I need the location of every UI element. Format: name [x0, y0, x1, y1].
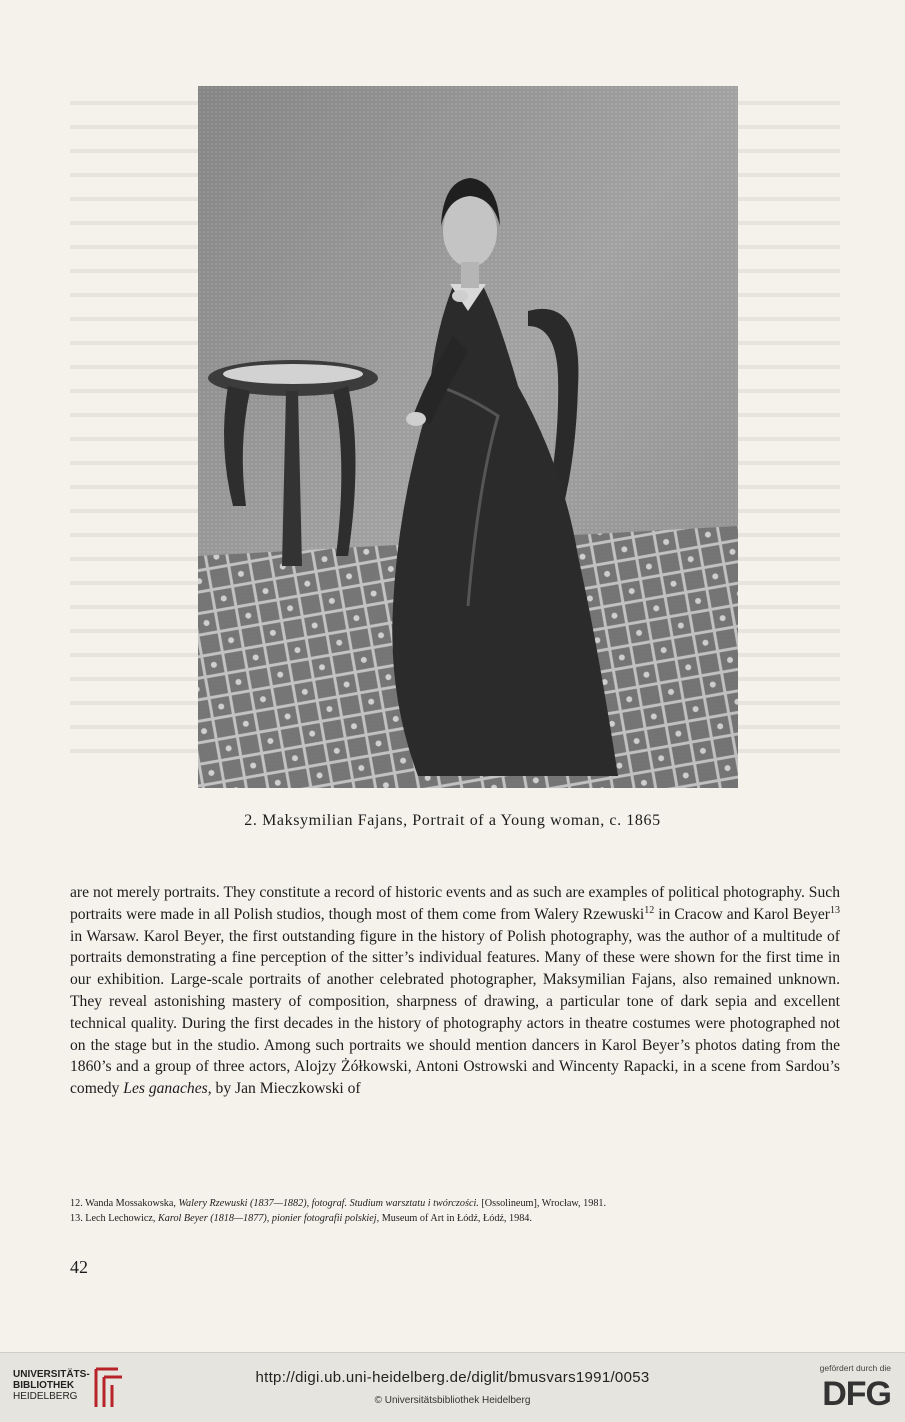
footnote-13 [70, 1212, 840, 1227]
footnote-12-publisher: [Ossolineum], Wrocław, 1981. [478, 1198, 607, 1209]
library-name-line-3: HEIDELBERG [13, 1391, 78, 1402]
permalink-url[interactable]: http://digi.ub.uni-heidelberg.de/diglit/bmusvars1991/0053 [255, 1369, 650, 1386]
footnote-12 [70, 1197, 840, 1212]
footnote-ref-12: 12 [644, 904, 655, 916]
dfg-logo: DFG [822, 1375, 891, 1413]
portrait-illustration [198, 86, 738, 788]
footnote-13-publisher: Museum of Art in Łódź, Łódź, 1984. [379, 1212, 532, 1224]
footnote-12-author: 12. Wanda Mossakowska, [70, 1198, 179, 1209]
footnote-ref-13: 13 [830, 904, 840, 916]
footnote-13-author: 13. Lech Lechowicz, [70, 1212, 158, 1224]
funding-label: gefördert durch die [819, 1363, 891, 1373]
copyright-notice: © Universitätsbibliothek Heidelberg [374, 1395, 531, 1406]
page-number: 42 [70, 1257, 88, 1277]
body-text-part-5: , by Jan Mieczkowski of [207, 1080, 361, 1098]
footnote-13-title: Karol Beyer (1818—1877), pionier fotografii polskiej, [157, 1212, 380, 1224]
digitization-footer [0, 1352, 905, 1422]
portrait-photograph [198, 86, 738, 788]
play-title: Les ganaches [123, 1080, 208, 1098]
body-text-part-2: in Cracow and Karol Beyer [654, 905, 830, 923]
library-name-line-1: UNIVERSITÄTS- [13, 1369, 90, 1380]
body-paragraph [70, 882, 840, 1100]
body-text-part-1: are not merely portraits. They constitute a record of historic events and as such are examples of political photography. Such portraits were made in all Polish studios, though most of them come from Walery Rzewuski [70, 884, 840, 923]
library-name-line-2: BIBLIOTHEK [13, 1380, 75, 1391]
figure-caption: 2. Maksymilian Fajans, Portrait of a Young woman, c. 1865 [244, 812, 661, 829]
footnotes [70, 1197, 840, 1226]
footnote-12-title: Walery Rzewuski (1837—1882), fotograf. Studium warsztatu i twórczości. [178, 1198, 479, 1209]
body-text-part-3: in Warsaw. Karol Beyer, the first outstanding figure in the history of Polish photography, was the author of a multitude of portraits demonstrating a fine perception of the sitter’s individual features. Many of these were shown for the first time in our exhibition. Large-scale portraits of another celebrated photographer, Maksymilian Fajans, also remained unknown. They reveal astonishing mastery of composition, sharpness of drawing, a particular tone of dark sepia and excellent technical quality. During the first decades in the history of photography actors in theatre costumes were photographed not on the stage but in the studio. Among such portraits we should mention dancers in Karol Beyer’s photos dating from the 1860’s and a group of three actors, Alojzy Żółkowski, Antoni Ostrowski and Wincenty Rapacki, in a scene from Sardou’s comedy [70, 927, 840, 1098]
